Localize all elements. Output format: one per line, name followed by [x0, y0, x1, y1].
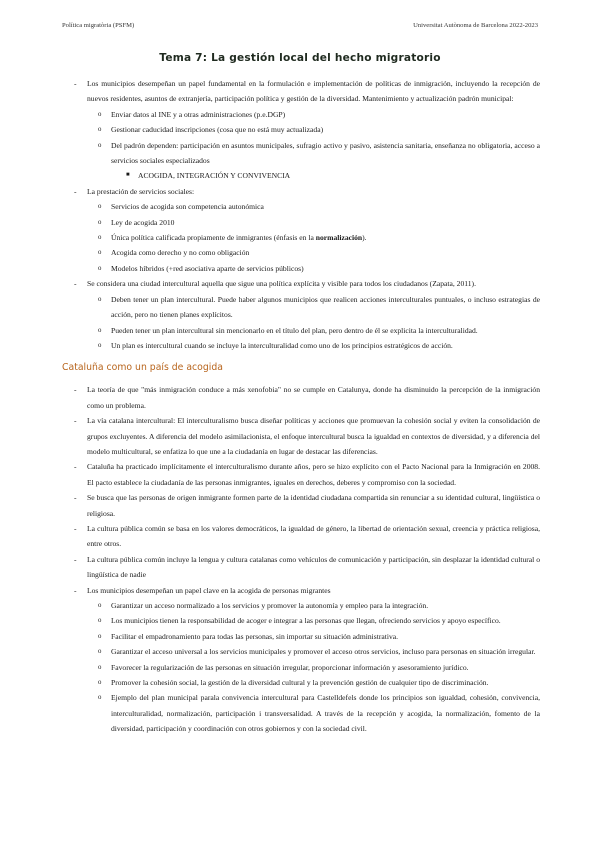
sub-bullet [62, 230, 540, 245]
header-university: Universitat Autònoma de Barcelona 2022-2023 [413, 22, 538, 29]
bullet-municipios [62, 76, 540, 107]
bullet-text: La cultura pública común se basa en los valores democráticos, la igualdad de género, la libertad de orientación sexual, creencia y práctica religiosa, entre otros. [87, 523, 540, 549]
bullet-servicios-sociales [62, 184, 540, 199]
sub-bullet-text: Acogida como derecho y no como obligación [111, 248, 250, 258]
sub-bullet [62, 138, 540, 169]
sub-bullet-text: Facilitar el empadronamiento para todas las personas, sin importar su situación administrativa. [111, 631, 399, 641]
sub-bullet [62, 323, 540, 338]
bullet [62, 583, 540, 598]
circle-marker: o [98, 648, 102, 656]
sub-bullet [62, 613, 540, 628]
sub-bullet [62, 629, 540, 644]
sub-bullet-text: Ley de acogida 2010 [111, 217, 175, 227]
circle-marker: o [98, 203, 102, 211]
sub-bullet [62, 292, 540, 323]
sub-bullet [62, 644, 540, 659]
circle-marker: o [98, 632, 102, 640]
sub-bullet-text: Servicios de acogida son competencia autonómica [111, 202, 264, 212]
dash-marker: - [74, 585, 77, 595]
dash-marker: - [74, 493, 77, 503]
bullet-text: La prestación de servicios sociales: [87, 186, 195, 196]
circle-marker: o [98, 341, 102, 349]
circle-marker: o [98, 126, 102, 134]
bullet [62, 521, 540, 552]
sub-bullet-text: Modelos híbridos (+red asociativa aparte de servicios públicos) [111, 263, 304, 273]
sub-sub-bullet [62, 168, 540, 183]
circle-marker: o [98, 694, 102, 702]
text-run: Única política calificada propiamente de inmigrantes (énfasis en la [111, 233, 316, 243]
section-heading: Cataluña como un país de acogida [62, 362, 223, 374]
circle-marker: o [98, 218, 102, 226]
circle-marker: o [98, 249, 102, 257]
circle-marker: o [98, 663, 102, 671]
bullet [62, 459, 540, 490]
circle-marker: o [98, 326, 102, 334]
sub-bullet-text: Garantizar el acceso universal a los servicios municipales y promover el acceso otros servicios, incluso para personas en situación irregular. [111, 647, 536, 657]
dash-marker: - [74, 186, 77, 196]
sub-bullet [62, 261, 540, 276]
circle-marker: o [98, 295, 102, 303]
bullet-text: La vía catalana intercultural: El interculturalismo busca diseñar políticas y acciones que promuevan la cohesión social y eviten la consolidación de grupos excluyentes. A diferencia del modelo asimilacionista, el enfoque intercultural busca la igualdad en contextos de diversidad, y a diferencia del modelo multicultural, se enfatiza lo que une a la ciudadanía en lugar de destacar las diferencias. [87, 416, 540, 456]
sub-bullet-text: Favorecer la regularización de las personas en situación irregular, proporcionar información y asesoramiento jurídico. [111, 662, 469, 672]
sub-bullet [62, 598, 540, 613]
sub-bullet-text: Deben tener un plan intercultural. Puede haber algunos municipios que realicen acciones interculturales puntuales, o incluso estrategias de acción, pero no tienen planes explícitos. [111, 294, 540, 320]
bullet [62, 382, 540, 413]
square-marker: ■ [126, 172, 130, 179]
circle-marker: o [98, 264, 102, 272]
sub-bullet-text: Pueden tener un plan intercultural sin mencionarlo en el título del plan, pero dentro de él se explicita la interculturalidad. [111, 325, 478, 335]
text-run: ). [362, 233, 367, 243]
dash-marker: - [74, 416, 77, 426]
circle-marker: o [98, 679, 102, 687]
circle-marker: o [98, 110, 102, 118]
sub-bullet-text: Del padrón dependen: participación en asuntos municipales, sufragio activo y pasivo, asistencia sanitaria, enseñanza no obligatoria, acceso a servicios sociales especializados [111, 140, 540, 166]
bullet-text: Los municipios desempeñan un papel fundamental en la formulación e implementación de políticas de inmigración, incluyendo la recepción de nuevos residentes, asuntos de extranjería, participación política y gestión de la diversidad. Mantenimiento y actualización padrón municipal: [87, 79, 540, 104]
dash-marker: - [74, 554, 77, 564]
bullet-text: Se considera una ciudad intercultural aquella que sigue una política explícita y visible para todos los ciudadanos (Zapata, 2011). [87, 279, 476, 289]
circle-marker: o [98, 617, 102, 625]
dash-marker: - [74, 462, 77, 472]
bullet-ciudad-intercultural [62, 276, 540, 291]
sub-bullet [62, 107, 540, 122]
sub-bullet [62, 122, 540, 137]
bullet [62, 490, 540, 521]
sub-bullet-text: Promover la cohesión social, la gestión de la diversidad cultural y la prevención gestión de cualquier tipo de discriminación. [111, 678, 489, 688]
header-course: Política migratòria (PSFM) [62, 22, 135, 29]
sub-bullet [62, 199, 540, 214]
sub-bullet-text: Gestionar caducidad inscripciones (cosa que no está muy actualizada) [111, 125, 324, 135]
sub-bullet-text: Ejemplo del plan municipal parala convivencia intercultural para Castelldefels donde los principios son igualdad, cohesión, convivencia, interculturalidad, normalización, participación i transversalidad. A través de la recepción y acogida, la normalización, fomento de la diversidad, participación y coordinación con otros gobiernos y con la sociedad civil. [111, 693, 540, 734]
circle-marker: o [98, 602, 102, 609]
circle-marker: o [98, 141, 102, 149]
sub-bullet [62, 338, 540, 353]
sub-bullet-text: Los municipios tienen la responsabilidad de acoger e integrar a las personas que llegan, ofreciendo servicios y apoyo específico. [111, 616, 501, 626]
bold-term: normalización [315, 233, 363, 243]
sub-bullet-text: Enviar datos al INE y a otras administraciones (p.e.DGP) [111, 109, 286, 119]
sub-bullet-text: Un plan es intercultural cuando se incluye la interculturalidad como uno de los principios estratégicos de acción. [111, 340, 453, 350]
sub-bullet [62, 675, 540, 690]
sub-bullet [62, 245, 540, 260]
dash-marker: - [74, 523, 77, 533]
document-body [62, 76, 540, 737]
sub-bullet-text: Garantizar un acceso normalizado a los servicios y promover la autonomía y empleo para la integración. [111, 601, 429, 610]
circle-marker: o [98, 234, 102, 242]
bullet-text: Los municipios desempeñan un papel clave en la acogida de personas migrantes [87, 585, 331, 595]
bullet-text: La cultura pública común incluye la lengua y cultura catalanas como vehículos de comunicación y participación, sin desplazar la identidad cultural o lingüística de nadie [87, 554, 540, 580]
bullet [62, 552, 540, 583]
bullet-text: La teoría de que "más inmigración conduce a más xenofobia" no se cumple en Catalunya, donde ha disminuido la percepción de la inmigración como un problema. [87, 385, 540, 410]
sub-bullet [62, 690, 540, 736]
sub-bullet-text [111, 233, 367, 242]
sub-bullet [62, 660, 540, 675]
bullet [62, 413, 540, 459]
dash-marker: - [74, 279, 77, 289]
bullet-text: Cataluña ha practicado implícitamente el interculturalismo durante años, pero se hizo explícito con el Pacto Nacional para la Inmigración en 2008. El pacto establece la ciudadanía de las personas inmigrantes, iguales en derechos, deberes y compromiso con la sociedad. [87, 462, 540, 487]
dash-marker: - [74, 79, 77, 88]
dash-marker: - [74, 385, 77, 395]
page-title: Tema 7: La gestión local del hecho migratorio [159, 52, 441, 64]
bullet-text: Se busca que las personas de origen inmigrante formen parte de la identidad ciudadana compartida sin renunciar a su identidad cultural, lingüística o religiosa. [87, 493, 540, 518]
sub-sub-bullet-text: ACOGIDA, INTEGRACIÓN Y CONVIVENCIA [138, 171, 291, 181]
sub-bullet [62, 215, 540, 230]
